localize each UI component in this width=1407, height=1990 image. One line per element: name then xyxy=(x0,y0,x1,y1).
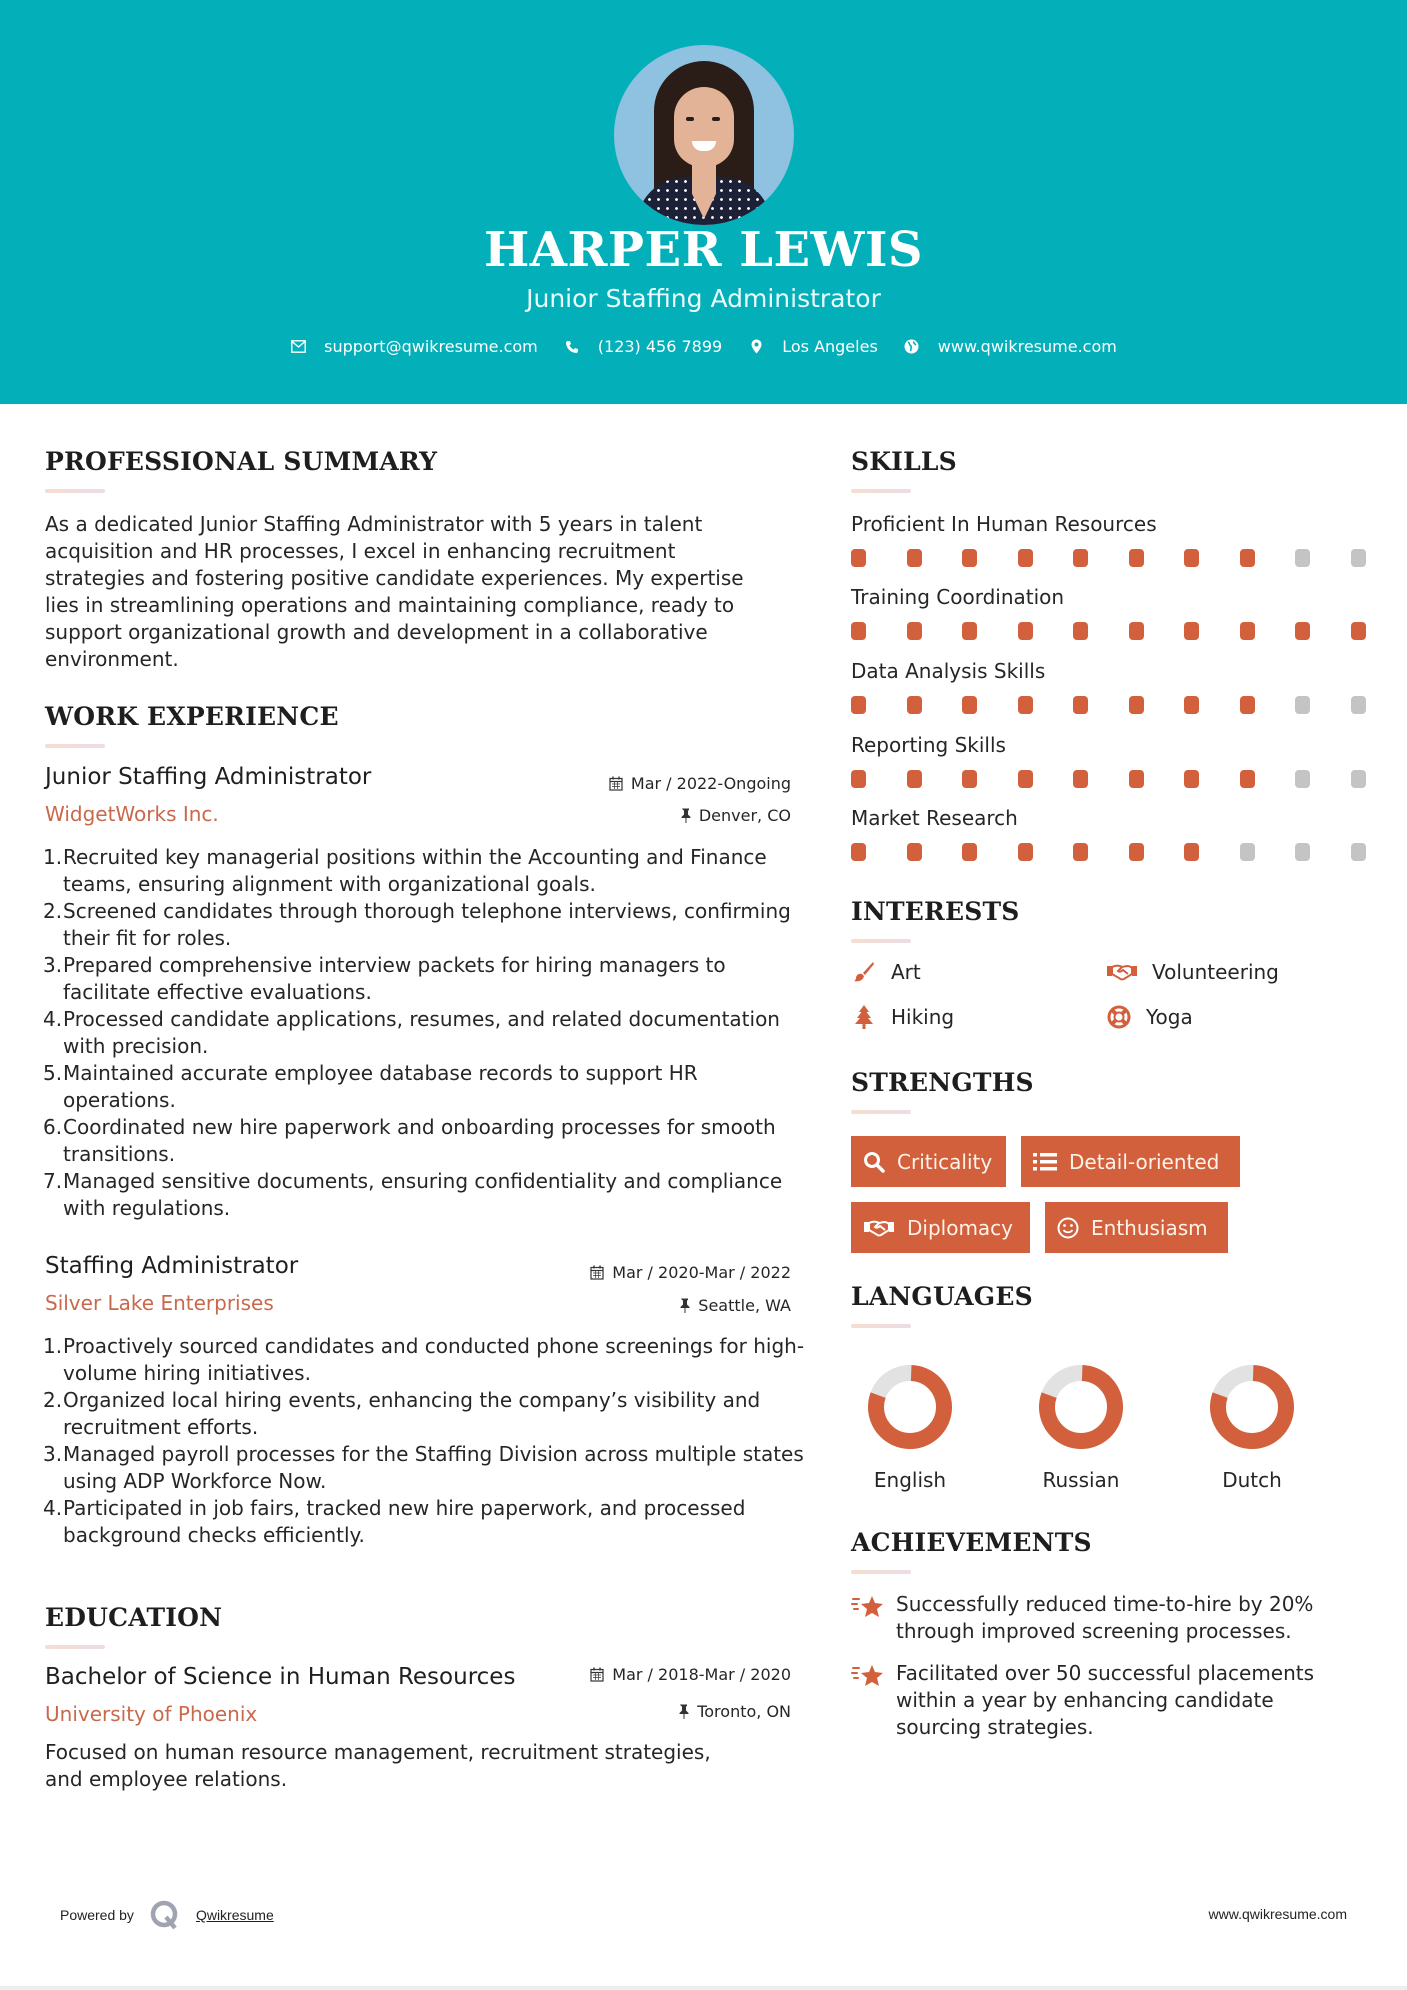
bullet: Managed sensitive documents, ensuring confidentiality and compliance with regulations. xyxy=(63,1169,783,1220)
strength-tag: Criticality xyxy=(851,1136,1006,1187)
handshake-icon xyxy=(1106,963,1138,981)
page-bottom-border xyxy=(0,1986,1407,1990)
bullet: Screened candidates through thorough telephone interviews, confirming their fit for roles. xyxy=(63,899,791,950)
skills-heading: SKILLS xyxy=(851,447,957,476)
skill-rating xyxy=(851,696,1406,714)
language-item: Dutch xyxy=(1192,1364,1312,1492)
resume-header xyxy=(0,0,1407,404)
skill-rating xyxy=(851,770,1406,788)
bullet: Maintained accurate employee database records to support HR operations. xyxy=(63,1061,698,1112)
qwikresume-logo-icon xyxy=(150,1900,180,1930)
paintbrush-icon xyxy=(851,961,877,983)
job-dates: Mar / 2020-Mar / 2022 xyxy=(590,1263,791,1282)
interest-item: Volunteering xyxy=(1106,960,1279,984)
interest-item: Yoga xyxy=(1106,1005,1193,1029)
skill-rating xyxy=(851,622,1406,640)
life-ring-icon xyxy=(1106,1005,1132,1029)
degree-title: Bachelor of Science in Human Resources xyxy=(45,1664,516,1690)
strength-tag: Enthusiasm xyxy=(1045,1202,1228,1253)
contact-phone[interactable] xyxy=(564,337,722,356)
bullet: Coordinated new hire paperwork and onboarding processes for smooth transitions. xyxy=(63,1115,776,1166)
achievement-item: Facilitated over 50 successful placements within a year by enhancing candidate sourcing strategies. xyxy=(851,1660,1314,1741)
experience-heading: WORK EXPERIENCE xyxy=(45,702,339,731)
candidate-name: HARPER LEWIS xyxy=(483,222,924,278)
education-underline xyxy=(45,1645,105,1649)
language-donut xyxy=(1038,1364,1124,1450)
language-item: English xyxy=(850,1364,970,1492)
strengths-heading: STRENGTHS xyxy=(851,1068,1034,1097)
phone-icon xyxy=(564,339,580,355)
company-name: WidgetWorks Inc. xyxy=(45,802,219,826)
powered-by-label: Powered by xyxy=(60,1907,134,1923)
contact-email-text: support@qwikresume.com xyxy=(324,337,538,356)
bullet: Managed payroll processes for the Staffing Division across multiple states using ADP Workforce Now. xyxy=(63,1442,804,1493)
calendar-icon xyxy=(590,1265,604,1280)
skill-name: Proficient In Human Resources xyxy=(851,512,1157,536)
strength-tag: Diplomacy xyxy=(851,1202,1030,1253)
summary-heading: PROFESSIONAL SUMMARY xyxy=(45,447,438,476)
pushpin-icon xyxy=(679,1298,690,1313)
interest-item: Art xyxy=(851,960,921,984)
strengths-underline xyxy=(851,1110,911,1114)
globe-icon xyxy=(904,339,920,355)
bullet: Recruited key managerial positions within the Accounting and Finance teams, ensuring alignment with organizational goals. xyxy=(63,845,767,896)
handshake-icon xyxy=(863,1219,895,1237)
candidate-title: Junior Staffing Administrator xyxy=(526,284,881,313)
education-description: Focused on human resource management, recruitment strategies, and employee relations. xyxy=(45,1740,711,1791)
language-donut xyxy=(1209,1364,1295,1450)
achievements-heading: ACHIEVEMENTS xyxy=(851,1528,1092,1557)
contact-location-text: Los Angeles xyxy=(782,337,878,356)
skill-name: Reporting Skills xyxy=(851,733,1006,757)
interests-heading: INTERESTS xyxy=(851,897,1020,926)
job-title: Junior Staffing Administrator xyxy=(45,764,372,790)
company-name: Silver Lake Enterprises xyxy=(45,1291,274,1315)
skill-name: Training Coordination xyxy=(851,585,1065,609)
education-location: Toronto, ON xyxy=(678,1702,791,1721)
language-donut xyxy=(867,1364,953,1450)
bullet: Processed candidate applications, resumes, and related documentation with precision. xyxy=(63,1007,780,1058)
languages-heading: LANGUAGES xyxy=(851,1282,1033,1311)
job-location: Denver, CO xyxy=(680,806,791,825)
summary-text: As a dedicated Junior Staffing Administrator with 5 years in talent acquisition and HR processes, I excel in enhancing recruitment strategies and fostering positive candidate experiences. My expertise lies in streamlining operations and maintaining compliance, ready to support organizational growth and development in a collaborative environment. xyxy=(45,512,744,671)
pushpin-icon xyxy=(678,1704,689,1719)
experience-underline xyxy=(45,744,105,748)
shooting-star-icon xyxy=(851,1591,896,1645)
shooting-star-icon xyxy=(851,1660,896,1741)
pushpin-icon xyxy=(680,808,691,823)
search-icon xyxy=(863,1151,885,1173)
skills-underline xyxy=(851,489,911,493)
map-marker-icon xyxy=(748,339,764,355)
achievement-item: Successfully reduced time-to-hire by 20% through improved screening processes. xyxy=(851,1591,1313,1645)
calendar-icon xyxy=(609,776,623,791)
interests-underline xyxy=(851,939,911,943)
job-bullets xyxy=(45,1333,805,1549)
job-title: Staffing Administrator xyxy=(45,1253,299,1279)
powered-by xyxy=(60,1900,274,1930)
calendar-icon xyxy=(590,1667,604,1682)
bullet: Participated in job fairs, tracked new hire paperwork, and processed background checks efficiently. xyxy=(63,1496,746,1547)
skill-name: Market Research xyxy=(851,806,1018,830)
job-location: Seattle, WA xyxy=(679,1296,791,1315)
language-item: Russian xyxy=(1021,1364,1141,1492)
strength-tag: Detail-oriented xyxy=(1021,1136,1240,1187)
contact-bar xyxy=(0,337,1407,356)
contact-website[interactable] xyxy=(904,337,1117,356)
contact-website-text: www.qwikresume.com xyxy=(937,337,1117,356)
profile-photo xyxy=(614,45,794,225)
footer-website[interactable]: www.qwikresume.com xyxy=(1208,1906,1347,1922)
qwikresume-link[interactable]: Qwikresume xyxy=(195,1907,274,1923)
tree-icon xyxy=(851,1005,877,1029)
education-heading: EDUCATION xyxy=(45,1603,223,1632)
envelope-icon xyxy=(290,339,306,355)
skill-rating xyxy=(851,843,1406,861)
contact-email[interactable] xyxy=(290,337,538,356)
contact-phone-text: (123) 456 7899 xyxy=(597,337,723,356)
smile-icon xyxy=(1057,1217,1079,1239)
education-dates: Mar / 2018-Mar / 2020 xyxy=(590,1665,791,1684)
bullet: Proactively sourced candidates and conducted phone screenings for high-volume hiring initiatives. xyxy=(63,1334,805,1385)
job-dates: Mar / 2022-Ongoing xyxy=(609,774,791,793)
job-bullets xyxy=(45,844,805,1222)
bullet: Organized local hiring events, enhancing the company’s visibility and recruitment efforts. xyxy=(63,1388,761,1439)
skill-rating xyxy=(851,549,1406,567)
achievements-underline xyxy=(851,1570,911,1574)
languages-underline xyxy=(851,1324,911,1328)
skill-name: Data Analysis Skills xyxy=(851,659,1046,683)
school-name: University of Phoenix xyxy=(45,1702,258,1726)
summary-underline xyxy=(45,489,105,493)
bullet: Prepared comprehensive interview packets for hiring managers to facilitate effective evaluations. xyxy=(63,953,726,1004)
interest-item: Hiking xyxy=(851,1005,954,1029)
list-icon xyxy=(1033,1153,1057,1171)
contact-location xyxy=(748,337,878,356)
